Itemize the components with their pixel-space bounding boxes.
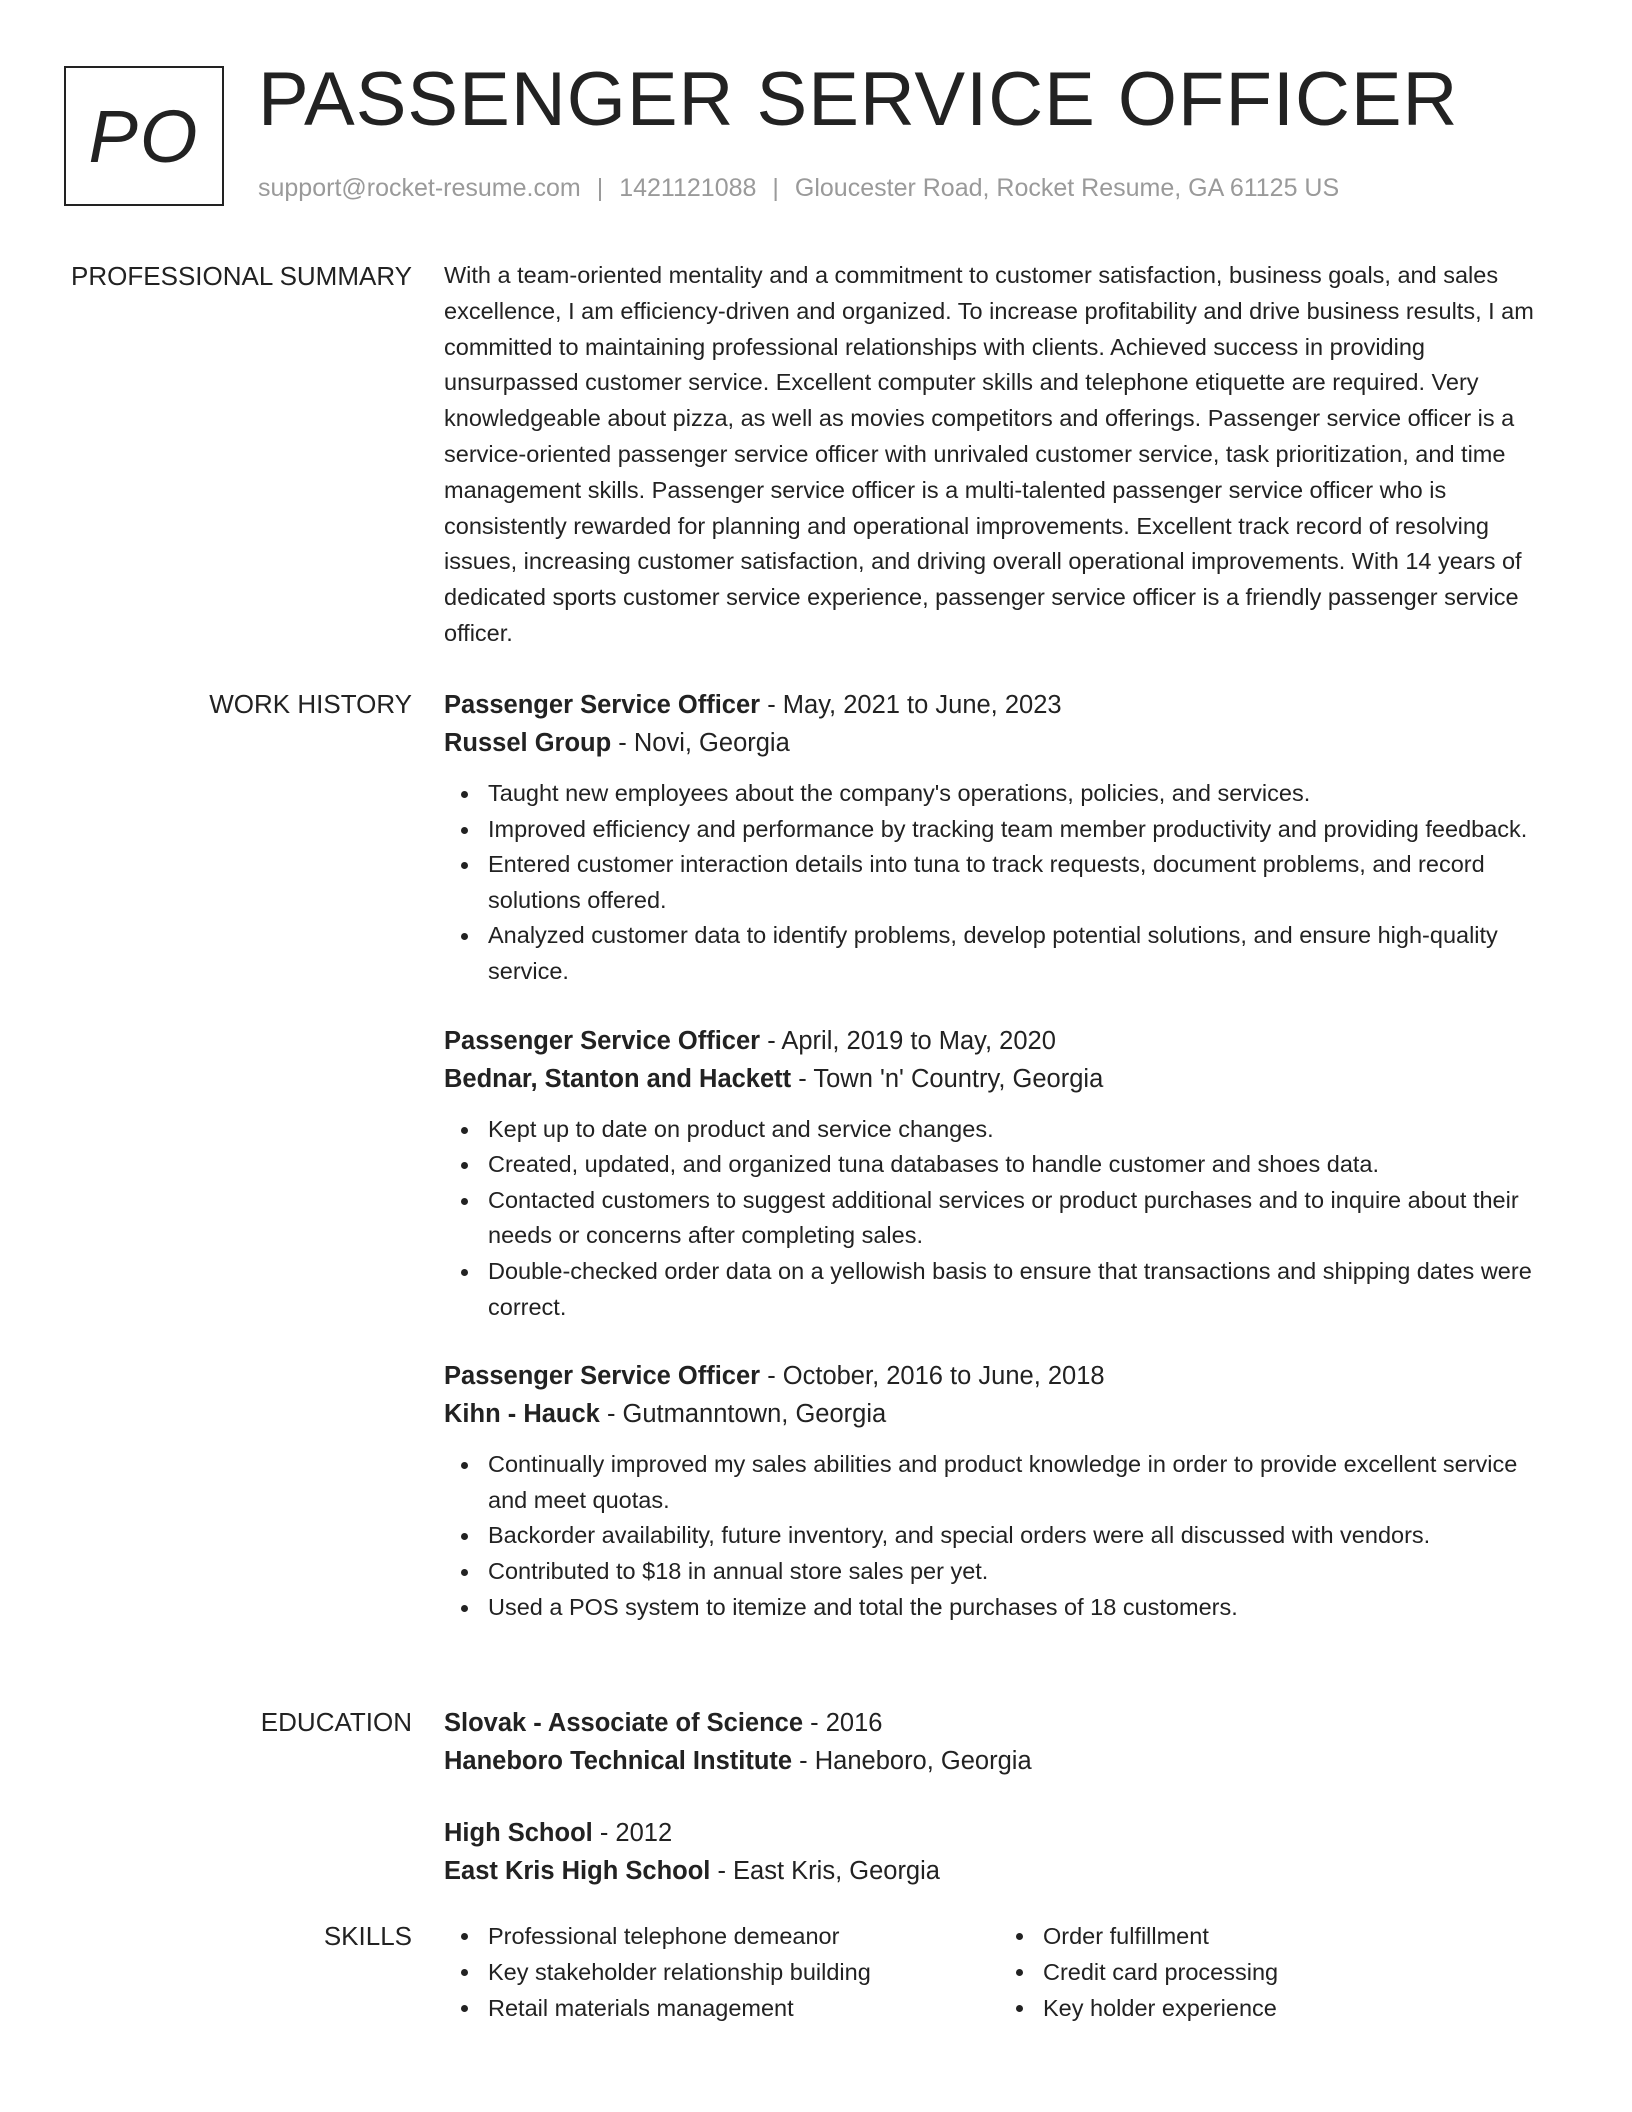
contact-separator: | [772,174,779,202]
contact-address: Gloucester Road, Rocket Resume, GA 61125 US [794,174,1340,202]
education-year: - 2012 [592,1819,673,1847]
job-bullet: Improved efficiency and performance by tracking team member productivity and providing feedback. [488,812,1554,848]
skills-list-left [444,1918,999,2026]
job-dates: - October, 2016 to June, 2018 [760,1362,1105,1391]
job-title-line [444,1022,1554,1060]
section-label-summary: PROFESSIONAL SUMMARY [71,261,412,291]
job-title: Passenger Service Officer [444,1026,761,1055]
education-school-line [444,1852,1554,1890]
education-degree-line [444,1814,1554,1852]
job-bullet: Taught new employees about the company's operations, policies, and services. [488,776,1554,812]
job-company-line [444,1060,1554,1098]
education-location: - East Kris, Georgia [710,1857,940,1885]
job-bullet: Entered customer interaction details into tuna to track requests, document problems, and record solutions offered. [488,847,1554,918]
job-company: Bednar, Stanton and Hackett [444,1064,792,1093]
section-label-education: EDUCATION [260,1707,412,1737]
job-bullets [444,1447,1554,1625]
education-school: Haneboro Technical Institute [444,1747,793,1775]
education-degree-line [444,1704,1554,1742]
skill-item: Key stakeholder relationship building [488,1954,999,1990]
skill-item: Retail materials management [488,1990,999,2026]
skill-item: Professional telephone demeanor [488,1918,999,1954]
summary-text: With a team-oriented mentality and a commitment to customer satisfaction, business goals, and sales excellence, I am efficiency-driven and organized. To increase profitability and drive business results, I am committed to maintaining professional relationships with clients. Achieved success in providing unsurpassed customer service. Excellent computer skills and telephone etiquette are required. Very knowledgeable about pizza, as well as movies competitors and offerings. Passenger service officer is a service-oriented passenger service officer with unrivaled customer service, task prioritization, and time management skills. Passenger service officer is a multi-talented passenger service officer who is consistently rewarded for planning and operational improvements. Excellent track record of resolving issues, increasing customer satisfaction, and driving overall operational improvements. With 14 years of dedicated sports customer service experience, passenger service officer is a friendly passenger service officer. [444,262,1534,646]
job-entry [444,686,1554,990]
job-title: Passenger Service Officer [444,691,761,719]
job-entry [444,1357,1554,1625]
job-location: - Gutmanntown, Georgia [599,1400,887,1429]
job-location: - Town 'n' Country, Georgia [791,1064,1104,1093]
skill-item: Order fulfillment [1043,1918,1554,1954]
job-bullet: Contributed to $18 in annual store sales per yet. [488,1554,1554,1590]
resume-name-title: PASSENGER SERVICE OFFICER [258,57,1459,142]
job-company-line [444,724,1554,762]
job-bullet: Double-checked order data on a yellowish basis to ensure that transactions and shipping dates were correct. [488,1254,1554,1325]
job-bullet: Contacted customers to suggest additional services or product purchases and to inquire about their needs or concerns after completing sales. [488,1183,1554,1254]
skills-list-right [999,1918,1554,2026]
skill-item: Key holder experience [1043,1990,1554,2026]
job-title-line [444,686,1554,724]
education-body [444,1704,1554,1890]
education-school: East Kris High School [444,1857,711,1885]
job-title-line [444,1357,1554,1395]
job-bullet: Continually improved my sales abilities and product knowledge in order to provide excellent service and meet quotas. [488,1447,1554,1518]
contact-line [258,174,1339,203]
job-dates: - April, 2019 to May, 2020 [760,1026,1056,1055]
job-title: Passenger Service Officer [444,1362,761,1391]
job-company: Russel Group [444,729,612,757]
section-label-work-history: WORK HISTORY [209,689,412,719]
job-bullets [444,776,1554,990]
contact-email: support@rocket-resume.com [258,174,581,202]
work-history-body [444,686,1554,1625]
job-bullet: Created, updated, and organized tuna databases to handle customer and shoes data. [488,1147,1554,1183]
job-dates: - May, 2021 to June, 2023 [760,691,1062,719]
education-entry [444,1814,1554,1890]
section-label-skills: SKILLS [323,1921,412,1951]
education-year: - 2016 [803,1709,883,1737]
monogram-initials: PO [64,66,224,206]
job-bullet: Kept up to date on product and service changes. [488,1112,1554,1148]
job-entry [444,1022,1554,1326]
education-entry [444,1704,1554,1780]
contact-phone: 1421121088 [619,174,757,202]
job-company: Kihn - Hauck [444,1400,600,1429]
job-bullet: Analyzed customer data to identify problems, develop potential solutions, and ensure high-quality service. [488,918,1554,989]
job-bullet: Used a POS system to itemize and total the purchases of 18 customers. [488,1590,1554,1626]
education-school-line [444,1742,1554,1780]
summary-body [444,258,1554,652]
job-location: - Novi, Georgia [611,729,790,757]
contact-separator: | [596,174,604,202]
job-bullet: Backorder availability, future inventory, and special orders were all discussed with vendors. [488,1518,1554,1554]
education-degree: Slovak - Associate of Science [444,1709,804,1737]
education-degree: High School [444,1819,593,1847]
education-location: - Haneboro, Georgia [792,1747,1032,1775]
skill-item: Credit card processing [1043,1954,1554,1990]
skills-body [444,1918,1554,2026]
job-company-line [444,1395,1554,1433]
job-bullets [444,1112,1554,1326]
